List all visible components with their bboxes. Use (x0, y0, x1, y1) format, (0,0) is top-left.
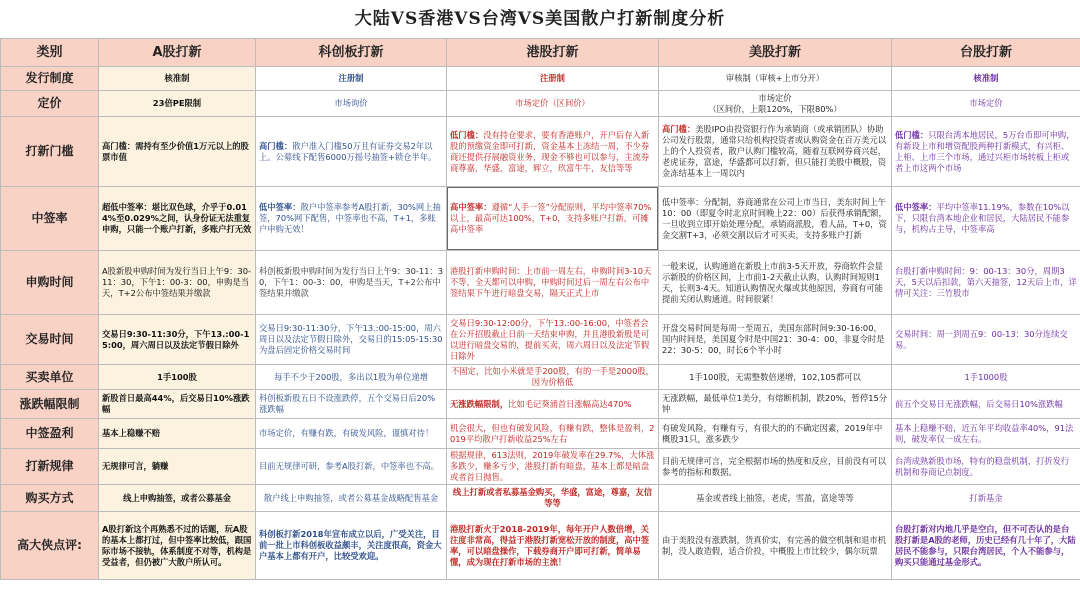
cell-hk: 线上打新或者私募基金购买，华盛，富途，尊嘉，友信等等 (447, 485, 659, 512)
cell-star-market: 散户线上申购抽签，或者公募基金战略配售基金 (256, 485, 447, 512)
category-label: 打新门槛 (1, 117, 99, 187)
cell-text: 散户中签率参考A股打新，30%网上抽签，70%网下配售，中签率也不高，T+1，多账户申购无效！ (259, 202, 441, 234)
cell-star-market: 每手不少于200股，多出以1股为单位递增 (256, 365, 447, 390)
cell-us: 低中签率：分配制，券商通常在公司上市当日，美东时间上午10：00（即夏令时北京时间晚上22：00）后获得承销配额，一旦收到立即开始处理分配，承销商派股，看人品，T+0，资金交割T+3，必须交割以后才可买卖，支持多账户打新 (659, 187, 892, 251)
header-star-market: 科创板打新 (256, 39, 447, 67)
page-title: 大陆VS香港VS台湾VS美国散户打新制度分析 (0, 0, 1080, 38)
row-commentary (1, 512, 1080, 580)
cell-hk: 港股打新申购时间：上市前一周左右，申购时间3-10天不等，全天都可以申购，申购时间过后一周左右公布中签结果下午进行暗盘交易，隔天正式上市 (447, 251, 659, 315)
header-tw: 台股打新 (892, 39, 1080, 67)
cell-tw: 市场定价 (892, 91, 1080, 117)
comparison-table (0, 38, 1080, 580)
header-row (1, 39, 1080, 67)
cell-a-share: 核准制 (99, 67, 256, 91)
cell-us: 一般来说，认购通道在新股上市前3-5天开放，券商软件会显示新股的价格区间，上市前1-2天截止认购，认购时间短则1天，长则3-4天。知道认购情况火爆或其他原因，券商有可能提前关闭认购通道。时间很紧！ (659, 251, 892, 315)
cell-us: 目前无规律可言，完全根据市场的热度和反应，目前没有可以参考的指标和数据。 (659, 449, 892, 485)
row-trading-time (1, 315, 1080, 365)
row-profit (1, 419, 1080, 449)
cell-hk: 交易日9:30-12:00分，下午13.:00-16:00，中签者会在公开招股截止日前一天结束申购，并且港股新股是可以进行暗盘交易的，提前买卖，周六周日以及法定节假日除外 (447, 315, 659, 365)
cell-lead-label: 无涨跌幅限制， (450, 398, 509, 409)
cell-a-share: 无规律可言，躺赚 (99, 449, 256, 485)
cell-text: 散户准入门槛50万且有证券交易2年以上。公募线下配售6000万摇号抽签+锁仓半年。 (259, 140, 437, 162)
cell-us: 市场定价 （区间价，上限120%，下限80%） (659, 91, 892, 117)
row-purchase-method (1, 485, 1080, 512)
cell-hk (447, 117, 659, 187)
row-price-limit (1, 390, 1080, 419)
cell-star-market: 交易日9:30-11:30分，下午13.:00-15:00，周六周日以及法定节假日除外，交易日的15:05-15:30为盘后固定价格交易时间 (256, 315, 447, 365)
cell-text: 美股IPO由投资银行作为承销商（或承销团队）协助公司发行股票，通常只给机构投资者或认购资金在百万美元以上的个人投资者，散户认购门槛较高，随着互联网券商兴起，老虎证券，富途，华盛都可以打新，但只能打美股中概股，资金冻结基本上一周以内 (662, 124, 887, 178)
category-label: 中签盈利 (1, 419, 99, 449)
cell-text: 比如毛记葵涌首日涨幅高达470% (508, 398, 632, 409)
cell-tw: 基本上稳赚不赔，近五年平均收益率40%，91法则，破发率仅一成左右。 (892, 419, 1080, 449)
category-label: 涨跌幅限制 (1, 390, 99, 419)
category-label: 中签率 (1, 187, 99, 251)
cell-hk: 机会很大，但也有破发风险，有赚有跌，整体是盈利，2019平均散户打新收益25%左右 (447, 419, 659, 449)
cell-us: 由于美股没有涨跌制，货真价实，有完善的做空机制和退市机制，没人敢造假，适合价投，中概股上市比较少，偶尔玩票 (659, 512, 892, 580)
category-label: 交易时间 (1, 315, 99, 365)
cell-tw: 台湾成熟新股市场，特有的稳盘机制，打折发行机制和券商记点制度。 (892, 449, 1080, 485)
category-label: 高大侠点评: (1, 512, 99, 580)
cell-tw: 台股打新对内地几乎是空白，但不可否认的是台股打新是A股的老师，历史已经有几十年了，大陆居民不能参与，只限台湾居民，个人不能参与，购买只能通过基金形式。 (892, 512, 1080, 580)
category-label: 购买方式 (1, 485, 99, 512)
category-label: 买卖单位 (1, 365, 99, 390)
cell-tw (892, 117, 1080, 187)
cell-us: 开盘交易时间是每周一至周五，美国东部时间9:30-16:00，国内时间是，美国夏令时是中国21：30-4：00，非夏令时是22：30-5：00，时长6个半小时 (659, 315, 892, 365)
cell-lead-label: 超低中签率： (102, 202, 152, 212)
cell-star-market: 科创板打新2018年宣布成立以后，广受关注，目前一批上市科创板收益颇丰，关注度很高，资金大户基本上都有开户，比较受欢迎。 (256, 512, 447, 580)
cell-text: 没有持仓要求，要有香港账户，开户后存入新股的预缴资金即可打新，资金基本上冻结一周，不少券商还提供孖展融资业务，现金不够也可以参与，主流券商尊嘉，华盛，富途，辉立，玖富牛牛，友信等等 (450, 129, 650, 173)
row-issuance (1, 67, 1080, 91)
category-label: 发行制度 (1, 67, 99, 91)
cell-star-market: 市场询价 (256, 91, 447, 117)
header-us: 美股打新 (659, 39, 892, 67)
cell-hk: 港股打新火于2018-2019年，每年开户人数倍增，关注度非常高，得益于港股打新宽松开放的制度，高中签率，可以暗盘操作，下载券商开户即可打新，简单易懂，成为现在打新市场的主流！ (447, 512, 659, 580)
cell-lead-label: 低门槛： (450, 129, 484, 140)
cell-us (659, 117, 892, 187)
cell-tw: 前五个交易日无涨跌幅，后交易日10%涨跌幅 (892, 390, 1080, 419)
cell-tw: 打新基金 (892, 485, 1080, 512)
cell-a-share: 线上申购抽签，或者公募基金 (99, 485, 256, 512)
cell-a-share: A股打新这个再熟悉不过的话题，玩A股的基本上都打过，但中签率比较低，跟国际市场不接轨，体系制度不对等，机构是受益者，但仍被广大散户所认可。 (99, 512, 256, 580)
cell-lead-label: 低门槛： (895, 129, 929, 140)
cell-star-market: 注册制 (256, 67, 447, 91)
cell-lead-label: 低中签率： (895, 202, 937, 212)
cell-text: 平均中签率11.19%，参数在10%以下，只限台湾本地企业和居民，大陆居民不能参与，机构占主导，中签率高 (895, 202, 1070, 234)
row-pricing (1, 91, 1080, 117)
cell-text: 只限台湾本地居民，5万台币即可申购，有新设上市和增资配股两种打新模式，有兴柜、上柜、上市三个市场，通过兴柜市场转板上柜或者上市这两个市场 (895, 129, 1075, 173)
cell-a-share (99, 187, 256, 251)
cell-lead-label: 高门槛： (259, 140, 293, 151)
row-trading-unit (1, 365, 1080, 390)
cell-hk (447, 187, 659, 251)
row-win-rate (1, 187, 1080, 251)
header-hk: 港股打新 (447, 39, 659, 67)
cell-a-share: 交易日9:30-11:30分，下午13.:00-15:00，周六周日以及法定节假日除外 (99, 315, 256, 365)
cell-star-market: 目前无规律可研，参考A股打新，中签率也不高。 (256, 449, 447, 485)
cell-star-market: 市场定价，有赚有跌，有破发风险，谨慎对待！ (256, 419, 447, 449)
cell-lead-label: 高中签率： (450, 202, 492, 212)
cell-lead-label: 高门槛： (662, 124, 696, 134)
cell-text: 堪比双色球，介乎于0.014%至0.029%之间，认身份证无法重复申购，只能一个账户打新，多账户打无效 (102, 202, 252, 234)
cell-hk: 根据规律，613法则，2019年破发率在29.7%，大体涨多跌少，赚多亏少，港股打新有暗盘，基本上都是暗盘或者首日抛售。 (447, 449, 659, 485)
row-threshold (1, 117, 1080, 187)
cell-hk: 不固定，比如小米就是手200股，有的一手是2000股，因为价格低 (447, 365, 659, 390)
cell-a-share: 基本上稳赚不赔 (99, 419, 256, 449)
cell-a-share: 23倍PE限制 (99, 91, 256, 117)
cell-us: 无涨跌幅，最低单位1美分，有熔断机制，跌20%，暂停15分钟 (659, 390, 892, 419)
cell-star-market: 科创板新股申购时间为发行当日上午9：30-11：30，下午1：00-3：00，申购是当天，T+2公布中签结果并缴款 (256, 251, 447, 315)
cell-a-share: 新股首日最高44%，后交易日10%涨跌幅 (99, 390, 256, 419)
cell-us: 1手100股，无需整数倍递增，102,105都可以 (659, 365, 892, 390)
category-label: 定价 (1, 91, 99, 117)
row-pattern (1, 449, 1080, 485)
header-category: 类别 (1, 39, 99, 67)
cell-hk (447, 390, 659, 419)
cell-a-share: 1手100股 (99, 365, 256, 390)
cell-star-market (256, 117, 447, 187)
cell-us: 有破发风险，有赚有亏，有很大的的不确定因素，2019年中概股31只，涨多跌少 (659, 419, 892, 449)
cell-text: 需持有至少价值1万元以上的股票市值 (102, 140, 249, 162)
cell-tw (892, 187, 1080, 251)
cell-tw: 1手1000股 (892, 365, 1080, 390)
cell-text: 遵循“人手一签”分配原则，平均中签率70%以上，最高可达100%，T+0，支持多账户打新，可摊高中签率 (450, 202, 652, 234)
cell-tw: 核准制 (892, 67, 1080, 91)
cell-lead-label: 低中签率： (259, 202, 301, 212)
header-a-share: A股打新 (99, 39, 256, 67)
cell-tw: 交易时间：周一到周五9：00-13：30分连续交易。 (892, 315, 1080, 365)
cell-a-share: A股新股申购时间为发行当日上午9：30-11：30，下午1：00-3：00，申购是当天，T+2公布中签结果并缴款 (99, 251, 256, 315)
row-subscription-time (1, 251, 1080, 315)
cell-a-share (99, 117, 256, 187)
cell-star-market (256, 187, 447, 251)
cell-us: 基金或者线上抽签，老虎，雪盈，富途等等 (659, 485, 892, 512)
cell-star-market: 科创板新股五日不设涨跌停，五个交易日后20%涨跌幅 (256, 390, 447, 419)
category-label: 打新规律 (1, 449, 99, 485)
cell-us: 审核制（审核+上市分开） (659, 67, 892, 91)
cell-hk: 市场定价（区间价） (447, 91, 659, 117)
cell-hk: 注册制 (447, 67, 659, 91)
cell-lead-label: 高门槛： (102, 140, 136, 151)
cell-tw: 台股打新申购时间：9：00-13：30分，周期3天，5天以后扣款，第六天抽签，12天后上市，详情可关注：三竹股市 (892, 251, 1080, 315)
category-label: 申购时间 (1, 251, 99, 315)
